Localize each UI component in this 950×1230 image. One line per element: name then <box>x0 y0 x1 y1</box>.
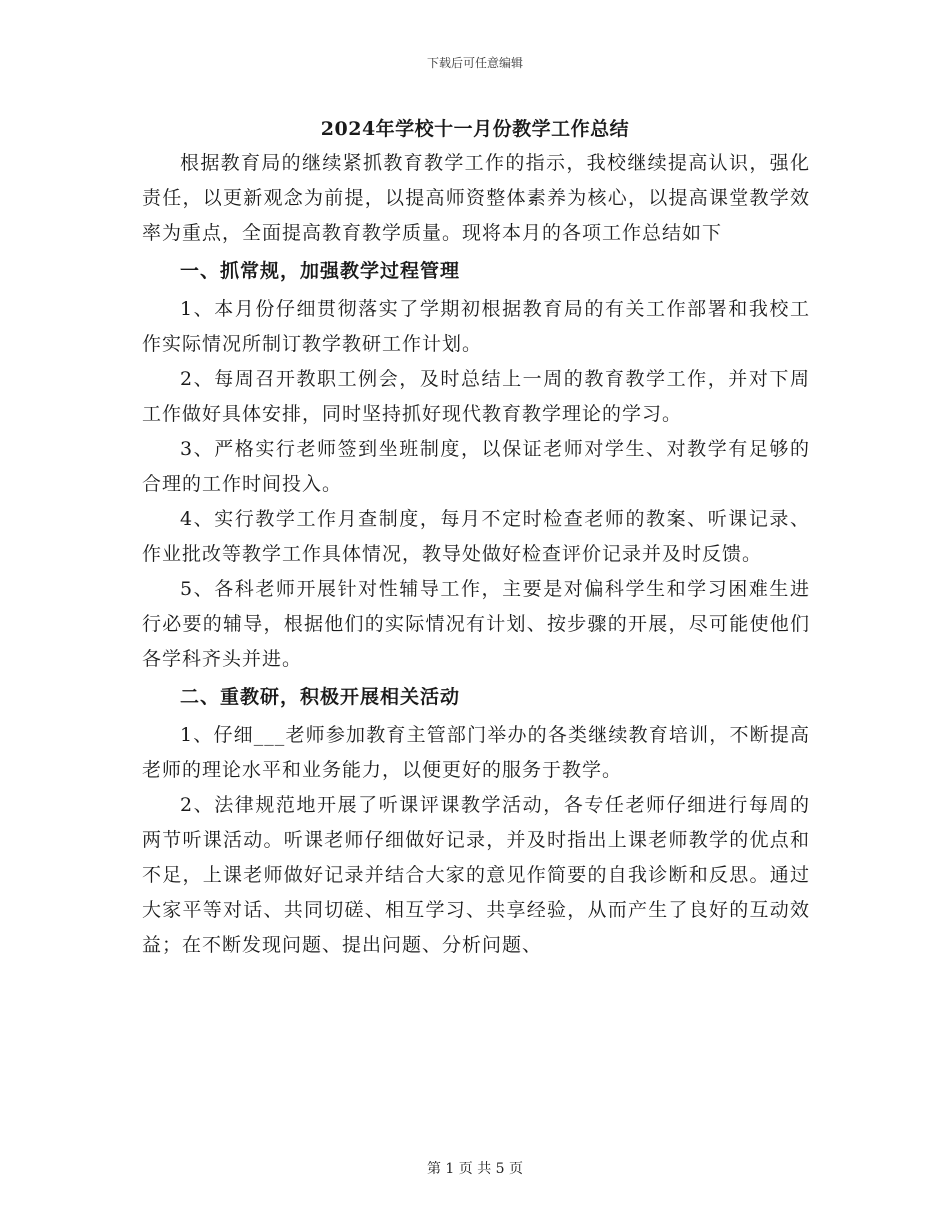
section-1-item-5: 5、各科老师开展针对性辅导工作，主要是对偏科学生和学习困难生进行必要的辅导，根据他们的实际情况有计划、按步骤的开展，尽可能使他们各学科齐头并进。 <box>142 578 810 670</box>
document-body <box>142 146 810 963</box>
intro-paragraph: 根据教育局的继续紧抓教育教学工作的指示，我校继续提高认识，强化责任，以更新观念为前提，以提高师资整体素养为核心，以提高课堂教学效率为重点，全面提高教育教学质量。现将本月的各项工作总结如下 <box>142 152 810 244</box>
section-1-item-1: 1、本月份仔细贯彻落实了学期初根据教育局的有关工作部署和我校工作实际情况所制订教学教研工作计划。 <box>142 298 810 355</box>
section-1-heading: 一、抓常规，加强教学过程管理 <box>180 260 461 282</box>
section-2-item-1: 1、仔细___老师参加教育主管部门举办的各类继续教育培训，不断提高老师的理论水平和业务能力，以便更好的服务于教学。 <box>142 724 810 781</box>
section-1-item-2: 2、每周召开教职工例会，及时总结上一周的教育教学工作，并对下周工作做好具体安排，同时坚持抓好现代教育教学理论的学习。 <box>142 368 810 425</box>
section-1-item-3: 3、严格实行老师签到坐班制度，以保证老师对学生、对教学有足够的合理的工作时间投入。 <box>142 438 810 495</box>
page-number-footer: 第 1 页 共 5 页 <box>426 1161 524 1177</box>
section-2-heading: 二、重教研，积极开展相关活动 <box>180 686 461 708</box>
section-1-item-4: 4、实行教学工作月查制度，每月不定时检查老师的教案、听课记录、作业批改等教学工作具体情况，教导处做好检查评价记录并及时反馈。 <box>142 508 810 565</box>
header-note: 下载后可任意编辑 <box>426 56 523 70</box>
document-title: 2024年学校十一月份教学工作总结 <box>320 118 630 140</box>
section-2-item-2: 2、法律规范地开展了听课评课教学活动，各专任老师仔细进行每周的两节听课活动。听课老师仔细做好记录，并及时指出上课老师教学的优点和不足，上课老师做好记录并结合大家的意见作简要的自我诊断和反思。通过大家平等对话、共同切磋、相互学习、共享经验，从而产生了良好的互动效益；在不断发现问题、提出问题、分析问题、 <box>142 794 810 956</box>
